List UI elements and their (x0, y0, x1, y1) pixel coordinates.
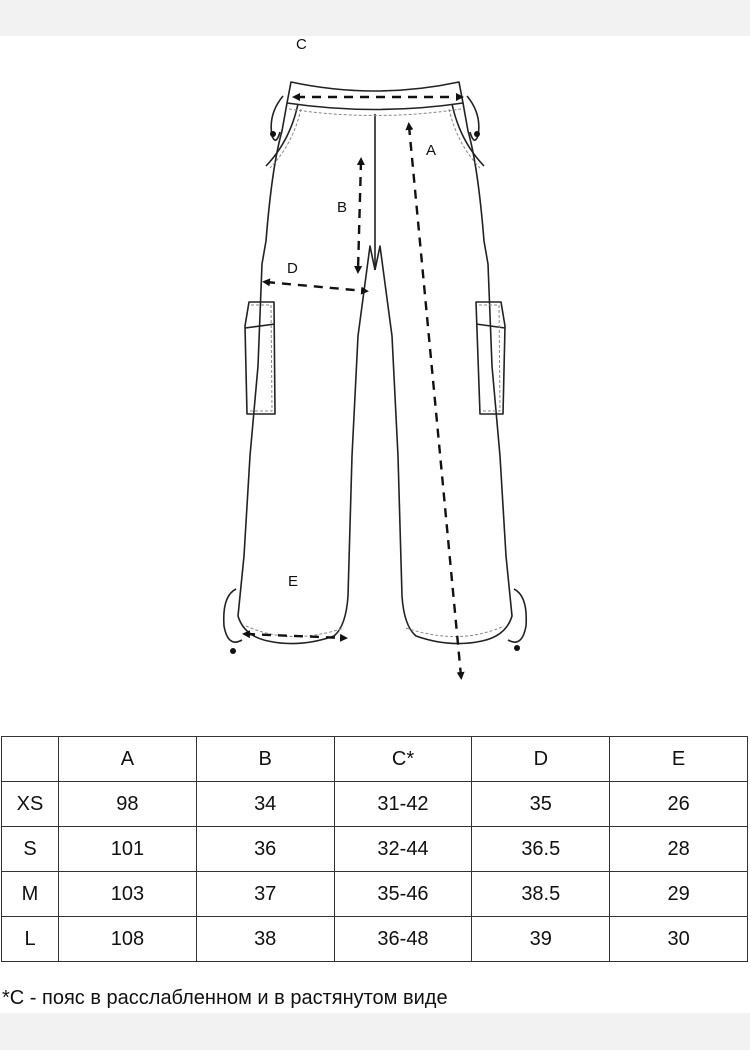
dimension-label-d: D (287, 260, 298, 277)
size-cell: L (2, 917, 59, 962)
dimension-label-b: B (337, 199, 348, 216)
dimension-label-e: E (288, 573, 299, 590)
table-header-row (2, 737, 748, 782)
dimension-label-c: C (296, 36, 307, 53)
value-cell-a: 108 (59, 917, 197, 962)
header-cell-size (2, 737, 59, 782)
dimension-a-arrow (409, 126, 461, 676)
dimension-d-arrow (266, 282, 365, 291)
table-row (2, 782, 748, 827)
value-cell-d: 35 (472, 782, 610, 827)
value-cell-c: 36-48 (334, 917, 472, 962)
table-row (2, 917, 748, 962)
value-cell-a: 103 (59, 872, 197, 917)
footnote: *C - пояс в расслабленном и в растянутом виде (2, 987, 448, 1009)
value-cell-a: 101 (59, 827, 197, 872)
header-cell-c: C* (334, 737, 472, 782)
size-cell: M (2, 872, 59, 917)
value-cell-b: 36 (196, 827, 334, 872)
size-chart-page (0, 36, 750, 1013)
value-cell-d: 38.5 (472, 872, 610, 917)
table-row (2, 827, 748, 872)
value-cell-b: 37 (196, 872, 334, 917)
header-cell-d: D (472, 737, 610, 782)
value-cell-e: 29 (610, 872, 748, 917)
pants-diagram (0, 36, 750, 716)
value-cell-d: 36.5 (472, 827, 610, 872)
header-cell-e: E (610, 737, 748, 782)
value-cell-b: 38 (196, 917, 334, 962)
table-row (2, 872, 748, 917)
dimension-b-arrow (358, 161, 361, 270)
value-cell-d: 39 (472, 917, 610, 962)
size-cell: XS (2, 782, 59, 827)
header-cell-b: B (196, 737, 334, 782)
value-cell-c: 35-46 (334, 872, 472, 917)
value-cell-c: 32-44 (334, 827, 472, 872)
dimension-label-a: A (426, 142, 437, 159)
value-cell-b: 34 (196, 782, 334, 827)
value-cell-e: 30 (610, 917, 748, 962)
value-cell-c: 31-42 (334, 782, 472, 827)
size-cell: S (2, 827, 59, 872)
size-table (1, 736, 748, 962)
value-cell-a: 98 (59, 782, 197, 827)
header-cell-a: A (59, 737, 197, 782)
dimension-e-arrow (246, 634, 344, 638)
value-cell-e: 26 (610, 782, 748, 827)
value-cell-e: 28 (610, 827, 748, 872)
pants-illustration (0, 36, 750, 716)
